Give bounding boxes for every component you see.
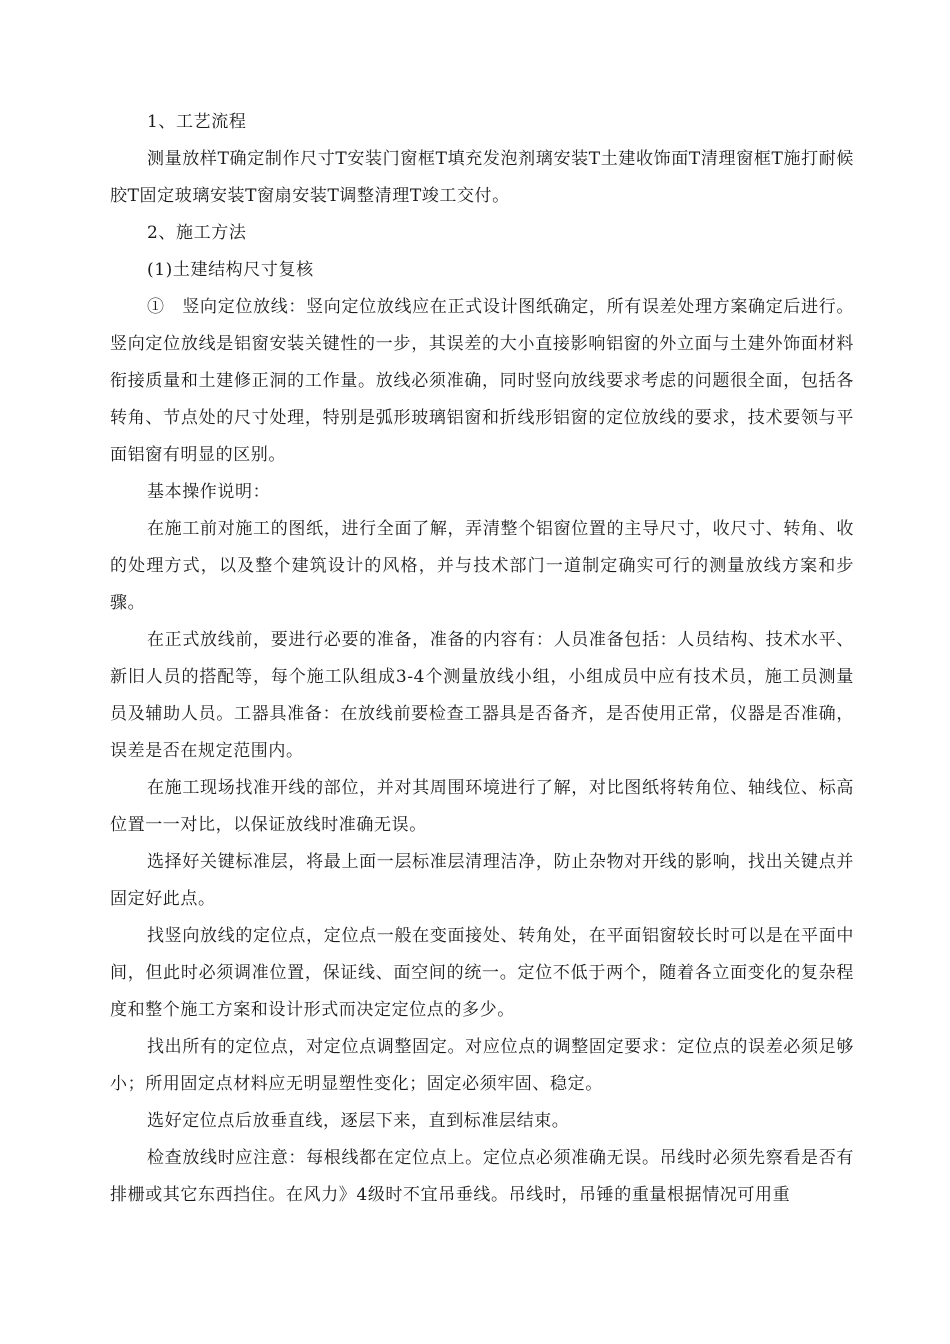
body-paragraph: 在施工现场找准开线的部位，并对其周围环境进行了解，对比图纸将转角位、轴线位、标高位置一一对比，以保证放线时准确无误。 [110,778,854,835]
section-heading-process: 1、工艺流程 [147,112,247,132]
process-flow-paragraph: 测量放样T确定制作尺寸T安装门窗框T填充发泡剂璃安装T土建收饰面T清理窗框T施打耐候胶T固定玻璃安装T窗扇安装T调整清理T竣工交付。 [110,149,854,206]
basic-operation-heading: 基本操作说明： [147,482,271,502]
document-page [110,104,854,1214]
body-paragraph: 选好定位点后放垂直线，逐层下来，直到标准层结束。 [147,1111,570,1131]
body-paragraph: 在施工前对施工的图纸，进行全面了解，弄清整个铝窗位置的主导尺寸，收尺寸、转角、收的处理方式，以及整个建筑设计的风格，并与技术部门一道制定确实可行的测量放线方案和步骤。 [110,519,854,613]
body-paragraph: 找竖向放线的定位点，定位点一般在变面接处、转角处，在平面铝窗较长时可以是在平面中间，但此时必须调准位置，保证线、面空间的统一。定位不低于两个，随着各立面变化的复杂程度和整个施工方案和设计形式而决定定位点的多少。 [110,926,854,1020]
section-heading-method: 2、施工方法 [147,223,247,243]
body-paragraph: 找出所有的定位点，对定位点调整固定。对应位点的调整固定要求：定位点的误差必须足够小；所用固定点材料应无明显塑性变化；固定必须牢固、稳定。 [110,1037,854,1094]
body-paragraph: 检查放线时应注意：每根线都在定位点上。定位点必须准确无误。吊线时必须先察看是否有排栅或其它东西挡住。在风力》4级时不宜吊垂线。吊线时，吊锤的重量根据情况可用重 [110,1148,854,1205]
body-paragraph: 选择好关键标准层，将最上面一层标准层清理洁净，防止杂物对开线的影响，找出关键点并固定好此点。 [110,852,854,909]
subsection-heading-structure-check: (1)土建结构尺寸复核 [147,260,314,280]
vertical-positioning-paragraph: ① 竖向定位放线：竖向定位放线应在正式设计图纸确定，所有误差处理方案确定后进行。竖向定位放线是铝窗安装关键性的一步，其误差的大小直接影响铝窗的外立面与土建外饰面材料衔接质量和土建修正洞的工作量。放线必须准确，同时竖向放线要求考虑的问题很全面，包括各转角、节点处的尺寸处理，特别是弧形玻璃铝窗和折线形铝窗的定位放线的要求，技术要领与平面铝窗有明显的区别。 [110,297,854,465]
body-paragraph: 在正式放线前，要进行必要的准备，准备的内容有：人员准备包括：人员结构、技术水平、新旧人员的搭配等，每个施工队组成3-4个测量放线小组，小组成员中应有技术员，施工员测量员及辅助人员。工器具准备：在放线前要检查工器具是否备齐，是否使用正常，仪器是否准确，误差是否在规定范围内。 [110,630,854,761]
